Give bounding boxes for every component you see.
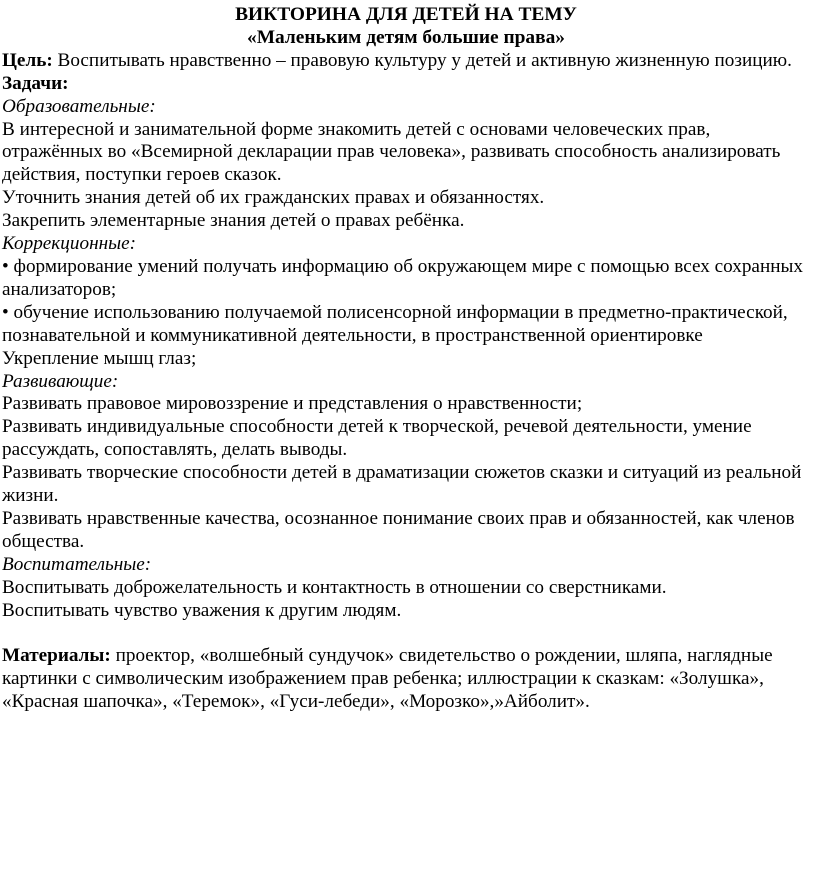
materials-text: проектор, «волшебный сундучок» свидетельство о рождении, шляпа, наглядные картинки с символическим изображением прав ребенка; иллюстрации к сказкам: «Золушка», «Красная шапочка», «Теремок», «Гуси-лебеди», «Морозко»,»Айболит». [2, 645, 773, 713]
developmental-item: Развивать правовое мировоззрение и представления о нравственности; [2, 393, 583, 415]
educational-heading: Образовательные: [2, 95, 156, 117]
correctional-item: Укрепление мышц глаз; [2, 347, 197, 369]
developmental-item: Развивать творческие способности детей в драматизации сюжетов сказки и ситуаций из реальной жизни. [2, 462, 802, 507]
goal-label: Цель: [2, 49, 53, 71]
developmental-item: Развивать нравственные качества, осознанное понимание своих прав и обязанностей, как членов общества. [2, 507, 795, 552]
goal-paragraph [2, 50, 810, 73]
upbringing-heading: Воспитательные: [2, 553, 152, 575]
document-title: ВИКТОРИНА ДЛЯ ДЕТЕЙ НА ТЕМУ [235, 4, 577, 25]
developmental-item: Развивать индивидуальные способности детей к творческой, речевой деятельности, умение рассуждать, сопоставлять, делать выводы. [2, 416, 752, 461]
correctional-heading: Коррекционные: [2, 233, 137, 255]
document-subtitle: «Маленьким детям большие права» [247, 26, 565, 48]
correctional-item: • формирование умений получать информацию об окружающем мире с помощью всех сохранных анализаторов; [2, 255, 803, 300]
materials-label: Материалы: [2, 645, 111, 667]
correctional-item: • обучение использованию получаемой полисенсорной информации в предметно-практической, познавательной и коммуникативной деятельности, в пространственной ориентировке [2, 301, 788, 346]
upbringing-item: Воспитывать чувство уважения к другим людям. [2, 599, 402, 621]
blank-line [2, 622, 810, 645]
educational-item: Уточнить знания детей об их гражданских правах и обязанностях. [2, 187, 545, 209]
educational-item: В интересной и занимательной форме знакомить детей с основами человеческих прав, отражённых во «Всемирной декларации прав человека», развивать способность анализировать действия, поступки героев сказок. [2, 118, 781, 186]
tasks-heading: Задачи: [2, 72, 69, 94]
upbringing-item: Воспитывать доброжелательность и контактность в отношении со сверстниками. [2, 576, 667, 598]
goal-text: Воспитывать нравственно – правовую культуру у детей и активную жизненную позицию. [52, 49, 792, 71]
developmental-heading: Развивающие: [2, 370, 119, 392]
materials-paragraph [2, 645, 810, 714]
educational-item: Закрепить элементарные знания детей о правах ребёнка. [2, 210, 465, 232]
